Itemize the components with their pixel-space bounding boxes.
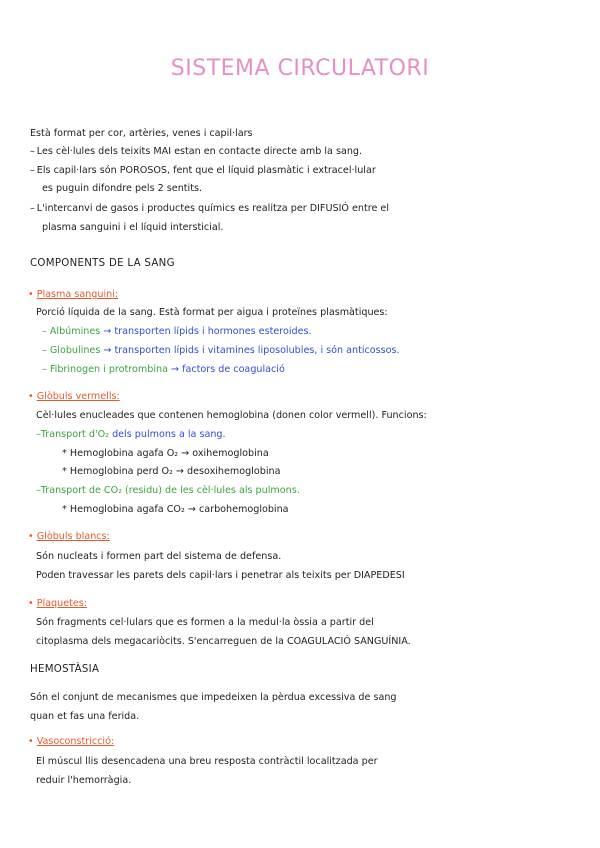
blancs-heading: • Glòbuls blancs: bbox=[28, 531, 110, 542]
plasma-item-1-name: Albúmines bbox=[49, 326, 101, 337]
plasma-item-2-name: Globulines bbox=[49, 345, 101, 356]
plaquetes-title: Plaquetes: bbox=[36, 598, 88, 609]
plasma-heading: • Plasma sanguini: bbox=[28, 289, 119, 300]
vermells-heading: • Glòbuls vermells: bbox=[28, 391, 120, 402]
plasma-item-3-desc: factors de coagulació bbox=[182, 364, 285, 375]
vermells-title: Glòbuls vermells: bbox=[36, 391, 120, 402]
vermells-transport-1: –Transport d'O₂ dels pulmons a la sang. bbox=[36, 429, 226, 440]
intro-bullet-2: – Els capil·lars són POROSOS, fent que el líquid plasmàtic i extracel·lular bbox=[30, 165, 376, 176]
vermells-text: Cèl·lules enucleades que contenen hemoglobina (donen color vermell). Funcions: bbox=[36, 410, 427, 421]
plaquetes-line-1: Són fragments cel·lulars que es formen a la medul·la òssia a partir del bbox=[36, 617, 374, 628]
intro-bullet-1: – Les cèl·lules dels teixits MAI estan en contacte directe amb la sang. bbox=[30, 146, 363, 157]
vermells-t1-item-2: * Hemoglobina perd O₂ → desoxihemoglobina bbox=[62, 466, 281, 477]
intro-bullet-2-text: Els capil·lars són POROSOS, fent que el líquid plasmàtic i extracel·lular bbox=[36, 165, 376, 176]
intro-bullet-1-text: Les cèl·lules dels teixits MAI estan en contacte directe amb la sang. bbox=[36, 146, 363, 157]
intro-bullet-2-cont: es puguin difondre pels 2 sentits. bbox=[42, 183, 203, 194]
page-title: SISTEMA CIRCULATORI bbox=[170, 56, 430, 81]
vaso-line-1: El múscul llis desencadena una breu resposta contràctil localitzada per bbox=[36, 756, 378, 767]
intro-bullet-3: – L'intercanvi de gasos i productes químics es realitza per DIFUSIÓ entre el bbox=[30, 203, 389, 214]
vermells-t2-item-1-text: Hemoglobina agafa CO₂ → carbohemoglobina bbox=[69, 504, 289, 515]
plasma-item-2-desc: transporten lípids i vitamines liposolubles, i són anticossos. bbox=[114, 345, 400, 356]
vaso-line-2: reduir l'hemorràgia. bbox=[36, 775, 132, 786]
vermells-t2-item-1: * Hemoglobina agafa CO₂ → carbohemoglobina bbox=[62, 504, 289, 515]
plasma-item-3-name: Fibrinogen i protrombina bbox=[49, 364, 168, 375]
vermells-t1-item-1-text: Hemoglobina agafa O₂ → oxihemoglobina bbox=[69, 448, 269, 459]
vermells-t1-item-1: * Hemoglobina agafa O₂ → oxihemoglobina bbox=[62, 448, 269, 459]
vaso-title: Vasoconstricció: bbox=[36, 736, 115, 747]
vermells-transport-2-label: Transport de CO₂ (residu) de les cèl·lules als pulmons. bbox=[40, 485, 300, 496]
intro-line: Està format per cor, artèries, venes i capil·lars bbox=[30, 128, 253, 139]
vermells-transport-1-desc: dels pulmons a la sang. bbox=[112, 429, 226, 440]
vaso-heading: • Vasoconstricció: bbox=[28, 736, 115, 747]
hemostasia-line-1: Són el conjunt de mecanismes que impedeixen la pèrdua excessiva de sang bbox=[30, 692, 397, 703]
components-header: COMPONENTS DE LA SANG bbox=[30, 258, 175, 269]
plasma-item-1: – Albúmines → transporten lípids i hormones esteroides. bbox=[42, 326, 312, 337]
blancs-line-1: Són nucleats i formen part del sistema de defensa. bbox=[36, 551, 282, 562]
vermells-t1-item-2-text: Hemoglobina perd O₂ → desoxihemoglobina bbox=[69, 466, 281, 477]
vermells-transport-2: –Transport de CO₂ (residu) de les cèl·lules als pulmons. bbox=[36, 485, 300, 496]
plasma-title: Plasma sanguini: bbox=[36, 289, 119, 300]
plasma-text: Porció líquida de la sang. Està format per aigua i proteïnes plasmàtiques: bbox=[36, 307, 388, 318]
vermells-transport-1-label: Transport d'O₂ bbox=[40, 429, 109, 440]
blancs-line-2: Poden travessar les parets dels capil·lars i penetrar als teixits per DIAPEDESI bbox=[36, 570, 405, 581]
blancs-title: Glòbuls blancs: bbox=[36, 531, 110, 542]
plaquetes-line-2: citoplasma dels megacariòcits. S'encarreguen de la COAGULACIÓ SANGUÍNIA. bbox=[36, 636, 411, 647]
plasma-item-1-desc: transporten lípids i hormones esteroides. bbox=[114, 326, 312, 337]
hemostasia-header: HEMOSTÀSIA bbox=[30, 664, 100, 675]
plaquetes-heading: • Plaquetes: bbox=[28, 598, 88, 609]
plasma-item-3: – Fibrinogen i protrombina → factors de coagulació bbox=[42, 364, 285, 375]
intro-bullet-3-text: L'intercanvi de gasos i productes químics es realitza per DIFUSIÓ entre el bbox=[36, 203, 389, 214]
hemostasia-line-2: quan et fas una ferida. bbox=[30, 711, 140, 722]
intro-bullet-3-cont: plasma sanguini i el líquid intersticial. bbox=[42, 222, 224, 233]
plasma-item-2: – Globulines → transporten lípids i vitamines liposolubles, i són anticossos. bbox=[42, 345, 400, 356]
